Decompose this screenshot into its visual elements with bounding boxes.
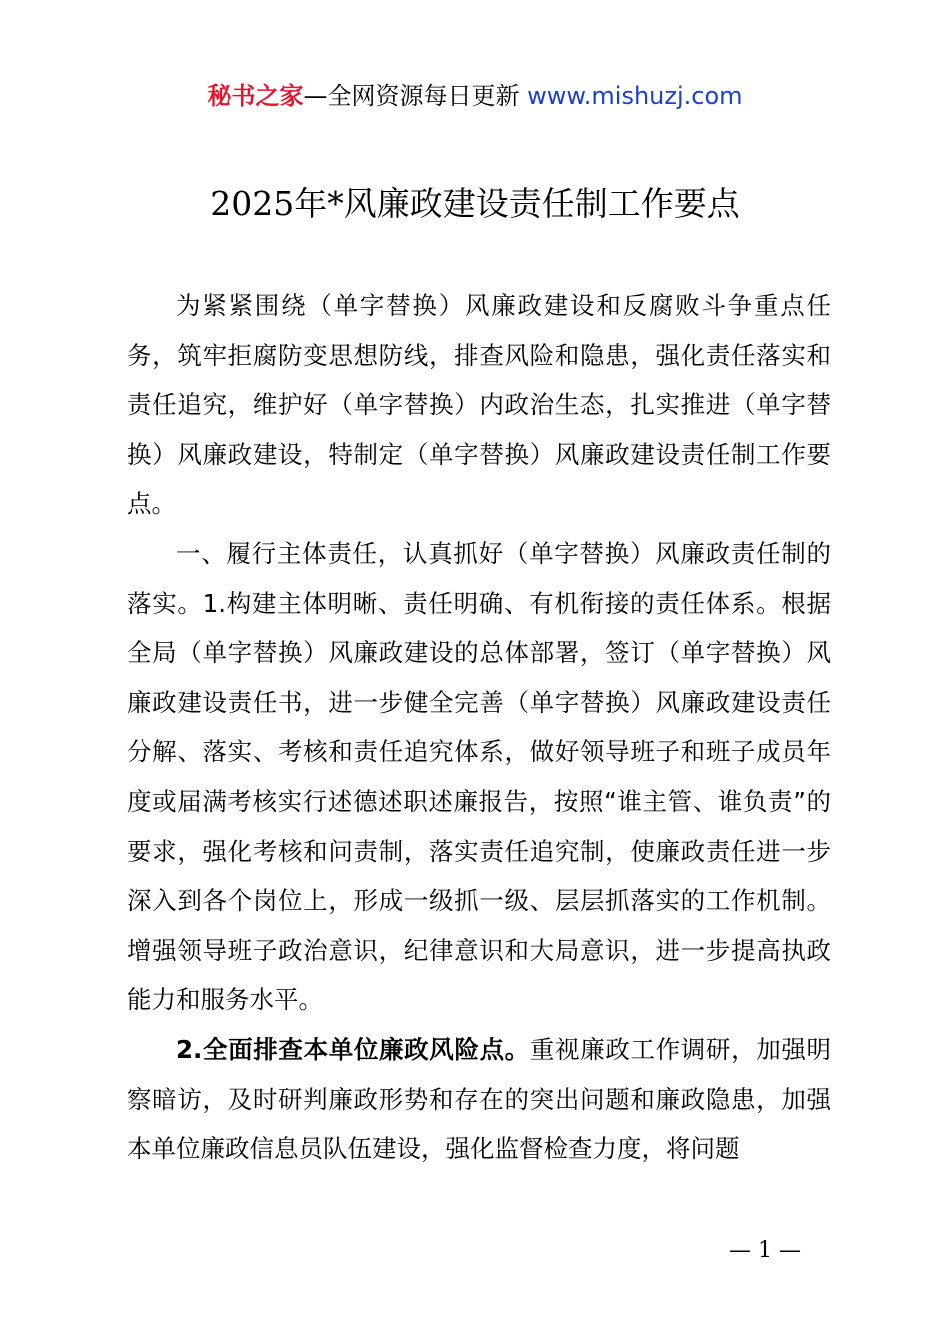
document-title: 2025年*风廉政建设责任制工作要点 [210,184,740,223]
paragraph-section-1: 一、履行主体责任，认真抓好（单字替换）风廉政责任制的落实。1.构建主体明晰、责任明确、有机衔接的责任体系。根据全局（单字替换）风廉政建设的总体部署，签订（单字替换）风廉政建设责任书，进一步健全完善（单字替换）风廉政建设责任分解、落实、考核和责任追究体系，做好领导班子和班子成员年度或届满考核实行述德述职述廉报告，按照“谁主管、谁负责”的要求，强化考核和问责制，落实责任追究制，使廉政责任进一步深入到各个岗位上，形成一级抓一级、层层抓落实的工作机制。增强领导班子政治意识，纪律意识和大局意识，进一步提高执政能力和服务水平。 [127,538,831,1015]
item-2-heading: 2.全面排查本单位廉政风险点。 [176,1034,530,1064]
page-number: — 1 — [729,1238,801,1263]
banner-tagline: —全网资源每日更新 [303,82,520,110]
site-banner [0,80,950,112]
item-2-text: 重视廉政工作调研，加强明察暗访，及时研判廉政形势和存在的突出问题和廉政隐患，加强本单位廉政信息员队伍建设，强化监督检查力度，将问题 [127,1034,832,1164]
site-url-link[interactable]: www.mishuzj.com [527,82,743,110]
brand-name: 秘书之家 [207,82,304,110]
document-body [127,281,831,1174]
paragraph-item-2 [127,1025,831,1174]
paragraph-intro: 为紧紧围绕（单字替换）风廉政建设和反腐败斗争重点任务，筑牢拒腐防变思想防线，排查风险和隐患，强化责任落实和责任追究，维护好（单字替换）内政治生态，扎实推进（单字替换）风廉政建设，特制定（单字替换）风廉政建设责任制工作要点。 [127,291,831,519]
